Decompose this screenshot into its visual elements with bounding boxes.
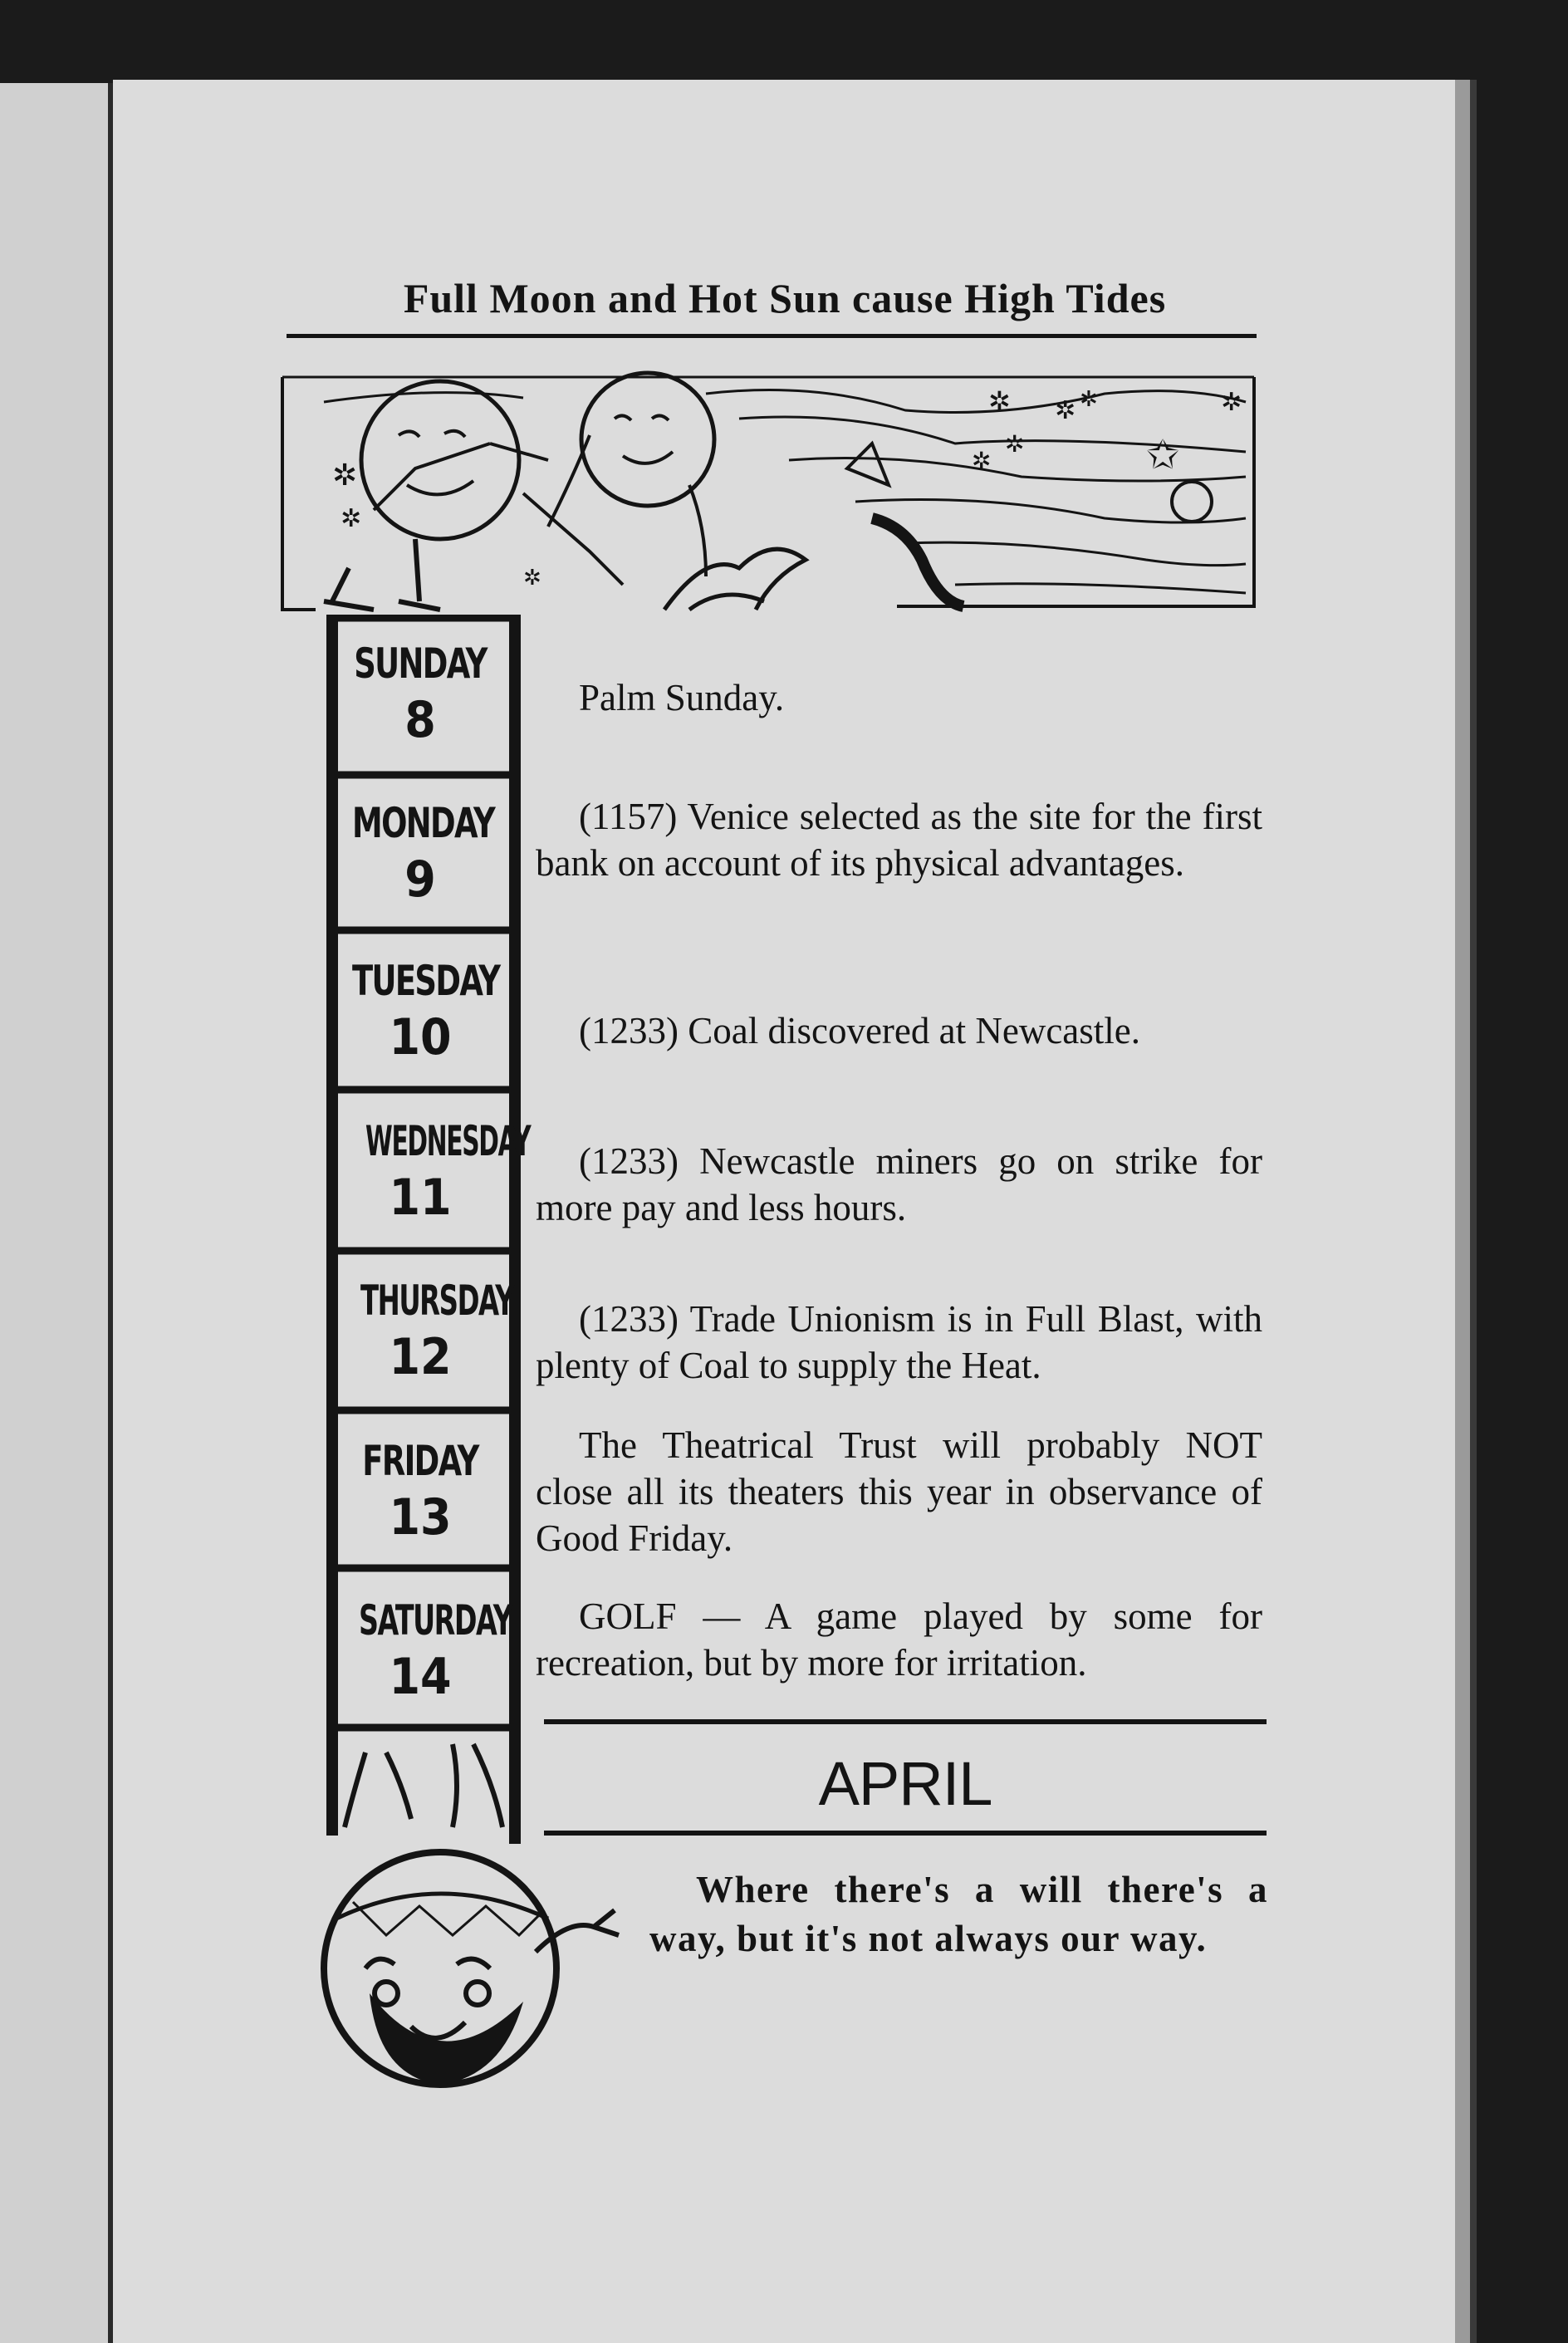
- svg-text:✲: ✲: [341, 504, 362, 533]
- day-date: 14: [389, 1648, 452, 1706]
- april-quote: Where there's a will there's a way, but it's not always our way.: [649, 1869, 1268, 1959]
- svg-text:✲: ✲: [1055, 396, 1076, 425]
- svg-text:✲: ✲: [1080, 387, 1098, 412]
- day-name: MONDAY: [352, 799, 495, 847]
- month-rule-bottom: [544, 1831, 1267, 1836]
- svg-text:✲: ✲: [988, 385, 1011, 417]
- day-date: 11: [389, 1169, 452, 1227]
- page-edge: [1455, 80, 1470, 2343]
- page-edge-shadow: [1470, 80, 1477, 2343]
- day-name: WEDNESDAY: [365, 1117, 531, 1165]
- entry-wednesday: (1233) Newcastle miners go on strike for more pay and less hours.: [536, 1140, 1262, 1228]
- entry-sunday: Palm Sunday.: [579, 677, 785, 718]
- day-name: SATURDAY: [359, 1596, 512, 1645]
- facing-page: [0, 83, 110, 2343]
- month-rule-top: [544, 1719, 1267, 1724]
- svg-text:✲: ✲: [523, 566, 541, 591]
- entry-friday: The Theatrical Trust will probably NOT close all its theaters this year in observance of Good Friday.: [536, 1424, 1262, 1559]
- tide-illustration: [274, 360, 1262, 635]
- svg-text:✲: ✲: [972, 447, 992, 474]
- svg-text:✩: ✩: [1146, 432, 1180, 478]
- day-date: 13: [389, 1488, 452, 1546]
- entry-monday: (1157) Venice selected as the site for the first bank on account of its physical advantages.: [536, 796, 1262, 884]
- entry-saturday: GOLF — A game played by some for recreation, but by more for irritation.: [536, 1595, 1262, 1684]
- day-thursday: [337, 1277, 514, 1386]
- day-wednesday: [337, 1117, 531, 1227]
- title-rule: [287, 334, 1257, 338]
- day-friday: [337, 1437, 503, 1546]
- entry-tuesday: (1233) Coal discovered at Newcastle.: [579, 1010, 1141, 1051]
- page-title: Full Moon and Hot Sun cause High Tides: [403, 275, 1167, 321]
- day-monday: [337, 799, 503, 909]
- day-date: 10: [389, 1008, 452, 1066]
- svg-text:✲: ✲: [332, 458, 358, 493]
- day-name: TUESDAY: [352, 957, 500, 1005]
- day-name: FRIDAY: [362, 1437, 478, 1485]
- day-name: THURSDAY: [360, 1277, 514, 1325]
- day-name: SUNDAY: [354, 640, 487, 688]
- day-date: 12: [389, 1328, 452, 1386]
- day-date: 8: [404, 691, 436, 749]
- entry-thursday: (1233) Trade Unionism is in Full Blast, with plenty of Coal to supply the Heat.: [536, 1298, 1262, 1386]
- ball-character-illustration: [287, 1728, 644, 2093]
- svg-text:✲: ✲: [1221, 388, 1242, 417]
- day-tuesday: [337, 957, 503, 1066]
- day-saturday: [337, 1596, 512, 1706]
- svg-text:✲: ✲: [1005, 430, 1025, 458]
- month-label: APRIL: [818, 1749, 992, 1818]
- day-sunday: [337, 640, 503, 749]
- day-date: 9: [404, 850, 436, 909]
